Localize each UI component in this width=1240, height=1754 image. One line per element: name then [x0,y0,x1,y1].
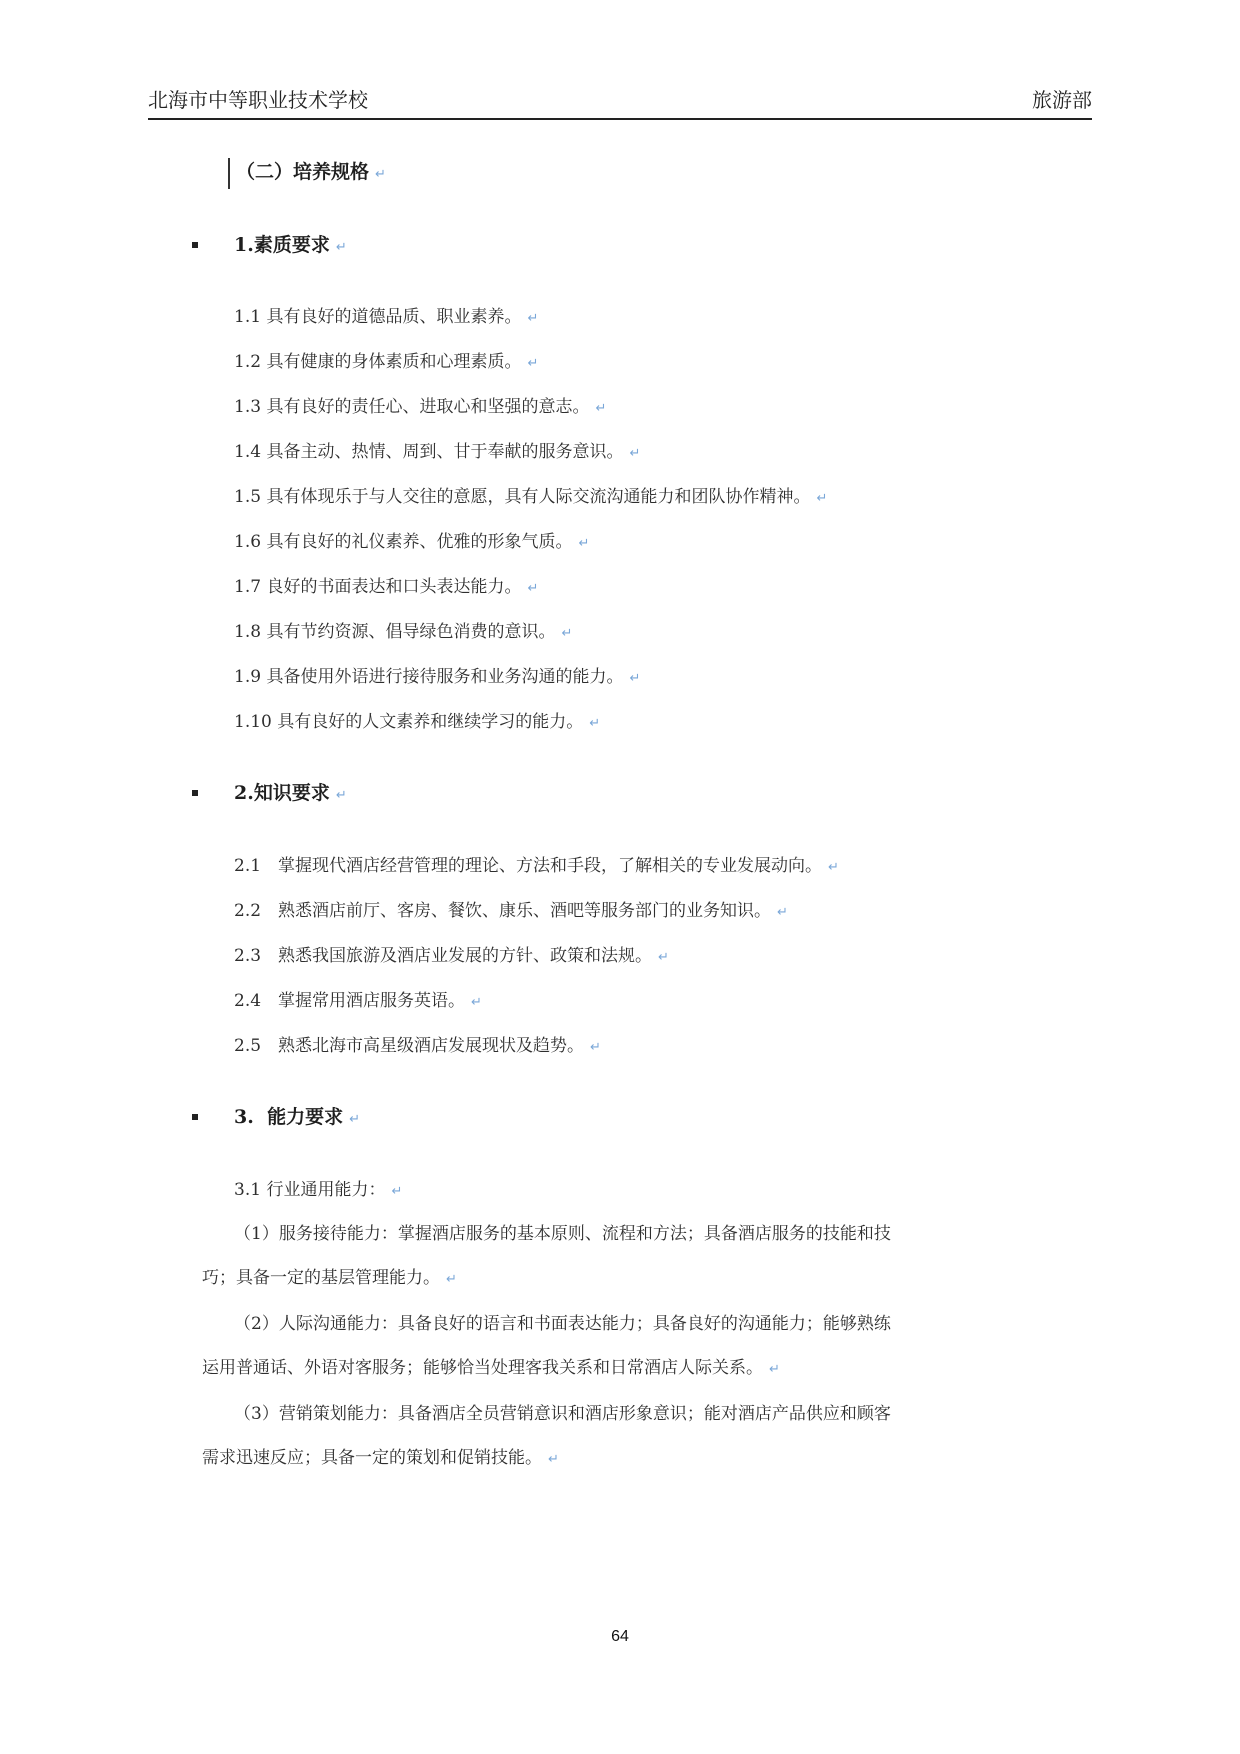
paragraph-mark-icon: ↵ [816,491,828,506]
paragraph-mark-icon: ↵ [471,995,482,1010]
list-item-text: 1.8 具有节约资源、倡导绿色消费的意识。 [234,622,556,642]
page-header [148,86,1092,120]
paragraph-mark-icon: ↵ [777,905,788,920]
list-item [234,439,640,467]
list-item-text: 2.2 熟悉酒店前厅、客房、餐饮、康乐、酒吧等服务部门的业务知识。 [234,901,772,921]
section-title [228,158,386,189]
list-item [234,709,600,737]
bullet-icon [192,242,198,248]
paragraph-mark-icon: ↵ [769,1362,780,1377]
ability-paragraph-text: （1）服务接待能力：掌握酒店服务的基本原则、流程和方法；具备酒店服务的技能和技巧；具备一定的基层管理能力。 [202,1224,891,1288]
paragraph-mark-icon: ↵ [629,446,641,461]
list-item-text: 1.3 具有良好的责任心、进取心和坚强的意志。 [234,397,590,417]
knowledge-heading-text: 2.知识要求 [234,782,330,804]
list-item [234,898,788,926]
knowledge-heading [234,779,347,810]
list-item-text: 1.1 具有良好的道德品质、职业素养。 [234,307,522,327]
list-item-text: 1.7 良好的书面表达和口头表达能力。 [234,577,522,597]
list-item [234,1033,601,1061]
ability-paragraph-text: （3）营销策划能力：具备酒店全员营销意识和酒店形象意识；能对酒店产品供应和顾客需求迅速反应；具备一定的策划和促销技能。 [202,1404,891,1468]
list-item [234,664,640,692]
list-item-text: 1.2 具有健康的身体素质和心理素质。 [234,352,522,372]
list-item [234,943,669,971]
header-department: 旅游部 [1032,88,1092,112]
header-school-name: 北海市中等职业技术学校 [148,88,368,112]
list-item-text: 2.3 熟悉我国旅游及酒店业发展的方针、政策和法规。 [234,946,653,966]
paragraph-mark-icon: ↵ [589,716,601,731]
ability-heading [234,1103,360,1134]
list-item-text: 1.6 具有良好的礼仪素养、优雅的形象气质。 [234,532,573,552]
paragraph-mark-icon: ↵ [391,1184,403,1199]
page-number: 64 [611,1628,629,1645]
section-title-text: （二）培养规格 [236,161,370,183]
list-item-text: 1.10 具有良好的人文素养和继续学习的能力。 [234,712,584,732]
list-item [234,484,827,512]
ability-intro-text: 3.1 行业通用能力： [234,1180,386,1200]
list-item-text: 1.5 具有体现乐于与人交往的意愿，具有人际交流沟通能力和团队协作精神。 [234,487,811,507]
paragraph-mark-icon: ↵ [375,167,386,182]
ability-intro [234,1177,402,1205]
list-item [234,574,538,602]
paragraph-mark-icon: ↵ [658,950,669,965]
paragraph-mark-icon: ↵ [349,1112,360,1127]
list-item-text: 1.9 具备使用外语进行接待服务和业务沟通的能力。 [234,667,624,687]
list-item [234,853,839,881]
bullet-icon [192,790,198,796]
list-item [234,349,538,377]
list-item [234,394,606,422]
list-item-text: 2.1 掌握现代酒店经营管理的理论、方法和手段，了解相关的专业发展动向。 [234,856,823,876]
paragraph-mark-icon: ↵ [595,401,607,416]
ability-paragraph [202,1212,902,1302]
paragraph-mark-icon: ↵ [527,581,539,596]
ability-paragraph [202,1302,902,1392]
quality-heading [234,231,347,262]
list-item [234,304,538,332]
list-item [234,619,572,647]
paragraph-mark-icon: ↵ [578,536,590,551]
list-item [234,988,482,1016]
paragraph-mark-icon: ↵ [561,626,573,641]
ability-paragraph [202,1392,902,1482]
quality-heading-text: 1.素质要求 [234,234,330,256]
paragraph-mark-icon: ↵ [828,860,839,875]
paragraph-mark-icon: ↵ [335,240,347,255]
paragraph-mark-icon: ↵ [548,1452,559,1467]
paragraph-mark-icon: ↵ [527,311,539,326]
list-item-text: 2.4 掌握常用酒店服务英语。 [234,991,466,1011]
ability-paragraph-text: （2）人际沟通能力：具备良好的语言和书面表达能力；具备良好的沟通能力；能够熟练运用普通话、外语对客服务；能够恰当处理客我关系和日常酒店人际关系。 [202,1314,891,1378]
paragraph-mark-icon: ↵ [446,1272,457,1287]
paragraph-mark-icon: ↵ [527,356,539,371]
paragraph-mark-icon: ↵ [629,671,641,686]
list-item [234,529,589,557]
paragraph-mark-icon: ↵ [590,1040,601,1055]
paragraph-mark-icon: ↵ [335,788,347,803]
ability-heading-text: 3. 能力要求 [234,1106,344,1128]
list-item-text: 2.5 熟悉北海市高星级酒店发展现状及趋势。 [234,1036,585,1056]
bullet-icon [192,1114,198,1120]
list-item-text: 1.4 具备主动、热情、周到、甘于奉献的服务意识。 [234,442,624,462]
